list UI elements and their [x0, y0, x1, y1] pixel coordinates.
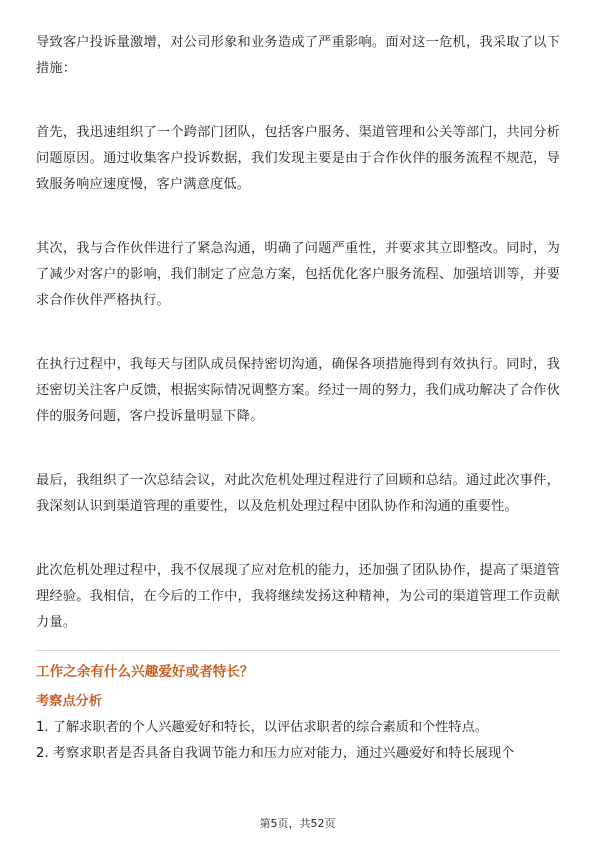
paragraph-execution: 在执行过程中，我每天与团队成员保持密切沟通，确保各项措施得到有效执行。同时，我还密切关注客户反馈，根据实际情况调整方案。经过一周的努力，我们成功解决了合作伙伴的服务问题，客户投诉量明显下降。 — [36, 357, 560, 424]
paragraph-second: 其次，我与合作伙伴进行了紧急沟通，明确了问题严重性，并要求其立即整改。同时，为了减少对客户的影响，我们制定了应急方案，包括优化客户服务流程、加强培训等，并要求合作伙伴严格执行。 — [36, 241, 560, 308]
paragraph-conclusion: 此次危机处理过程中，我不仅展现了应对危机的能力，还加强了团队协作，提高了渠道管理经验。我相信，在今后的工作中，我将继续发扬这种精神，为公司的渠道管理工作贡献力量。 — [36, 563, 560, 630]
document-page — [36, 30, 560, 765]
page-number-footer: 第5页，共52页 — [259, 817, 336, 830]
paragraph-intro: 导致客户投诉量激增，对公司形象和业务造成了严重影响。面对这一危机，我采取了以下措施： — [36, 35, 560, 76]
paragraph-finally: 最后，我组织了一次总结会议，对此次危机处理过程进行了回顾和总结。通过此次事件，我深刻认识到渠道管理的重要性，以及危机处理过程中团队协作和沟通的重要性。 — [36, 473, 560, 514]
analysis-item-1: 1. 了解求职者的个人兴趣爱好和特长，以评估求职者的综合素质和个性特点。 — [36, 720, 488, 735]
analysis-item-2: 2. 考察求职者是否具备自我调节能力和压力应对能力，通过兴趣爱好和特长展现个 — [36, 746, 515, 761]
question-block — [36, 650, 560, 765]
paragraph-first: 首先，我迅速组织了一个跨部门团队，包括客户服务、渠道管理和公关等部门，共同分析问题原因。通过收集客户投诉数据，我们发现主要是由于合作伙伴的服务流程不规范，导致服务响应速度慢，客户满意度低。 — [36, 125, 560, 192]
analysis-heading: 考察点分析 — [36, 694, 102, 709]
question-title: 工作之余有什么兴趣爱好或者特长？ — [36, 664, 254, 680]
